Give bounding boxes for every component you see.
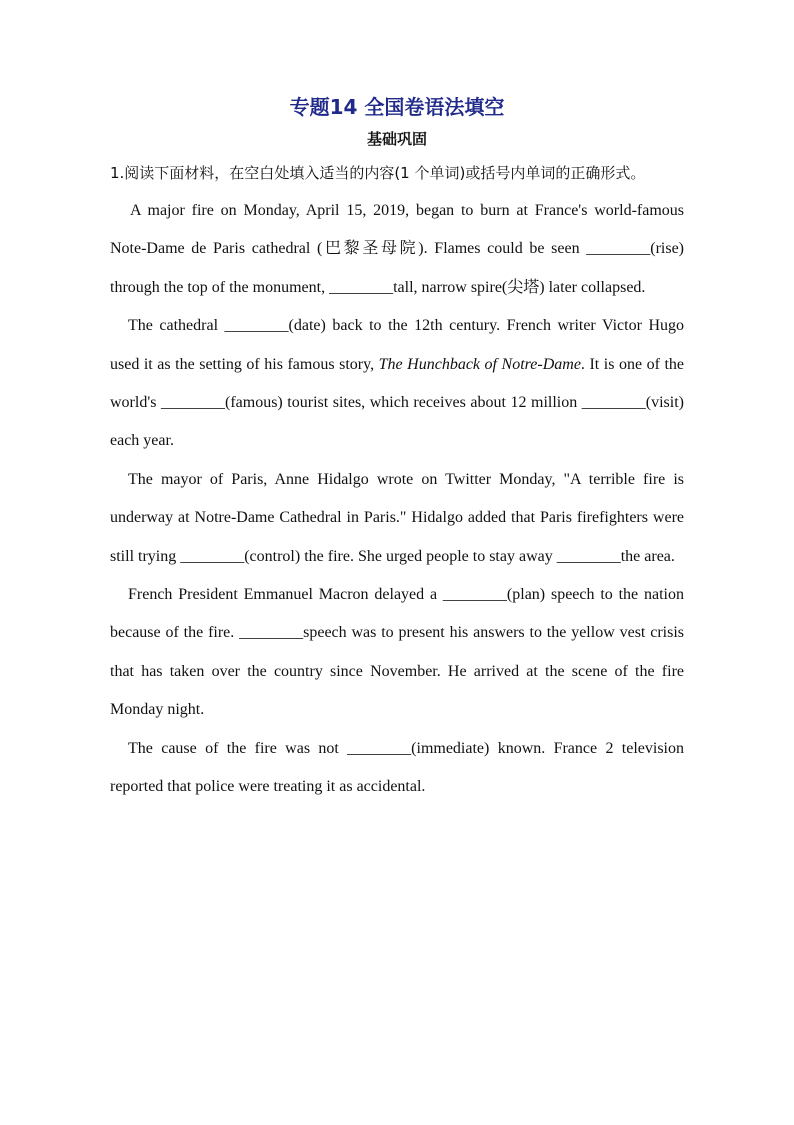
passage-paragraph-1: A major fire on Monday, April 15, 2019, began to burn at France's world-famous Note-Dame de Paris cathedral (巴黎圣母院). Flames could be seen ________(rise) through the top of the monument, ________tall, narrow spire(尖塔) later collapsed. — [110, 202, 684, 296]
book-title: The Hunchback of Notre-Dame — [378, 355, 581, 373]
passage-paragraph-5: The cause of the fire was not ________(immediate) known. France 2 television reported that police were treating it as accidental. — [110, 739, 684, 796]
section-subtitle: 基础巩固 — [366, 130, 427, 148]
exercise-instruction: 1.阅读下面材料，在空白处填入适当的内容(1 个单词)或括号内单词的正确形式。 — [110, 164, 646, 182]
page-title: 专题14 全国卷语法填空 — [289, 95, 505, 119]
document-page — [110, 90, 684, 807]
passage-paragraph-4: French President Emmanuel Macron delayed a ________(plan) speech to the nation because of the fire. ________speech was to present his answers to the yellow vest crisis that has taken over the country since November. He arrived at the scene of the fire Monday night. — [110, 586, 684, 719]
passage-paragraph-2 — [110, 307, 684, 461]
paragraph-2-text-after: . It is one of the world's ________(famous) tourist sites, which receives about 12 million ________(visit) each year. — [110, 355, 685, 450]
paragraph-2-text-before: The cathedral ________(date) back to the 12th century. French writer Victor Hugo used it as the setting of his famous story, — [110, 317, 684, 373]
passage-paragraph-3: The mayor of Paris, Anne Hidalgo wrote on Twitter Monday, "A terrible fire is underway at Notre-Dame Cathedral in Paris." Hidalgo added that Paris firefighters were still trying ________(control) the fire. She urged people to stay away ________the area. — [110, 470, 684, 565]
